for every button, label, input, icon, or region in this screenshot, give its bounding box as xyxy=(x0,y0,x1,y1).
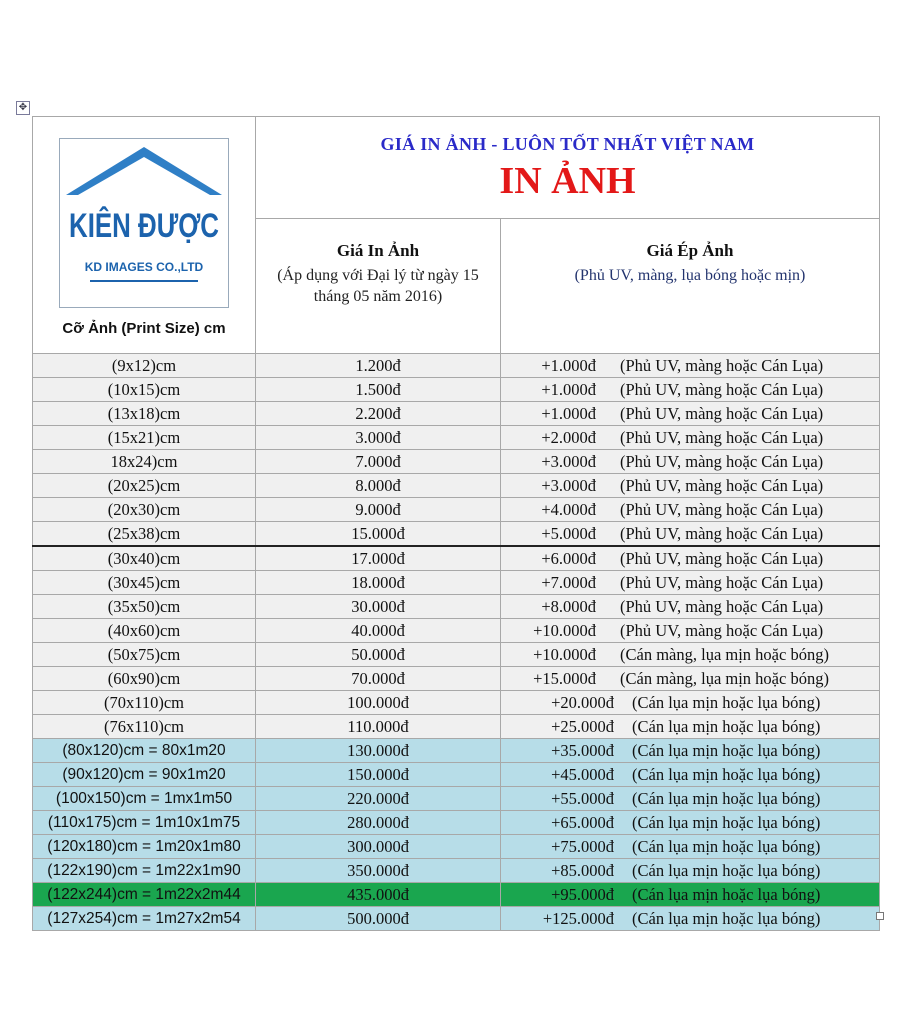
lamination-price: +3.000đ xyxy=(541,451,596,471)
lamination-cell xyxy=(501,426,880,450)
lamination-desc: (Cán lụa mịn hoặc lụa bóng) xyxy=(632,908,821,928)
table-row xyxy=(33,378,880,402)
print-price-cell: 150.000đ xyxy=(256,763,501,787)
size-cell: (9x12)cm xyxy=(33,354,256,378)
lamination-cell xyxy=(501,378,880,402)
lamination-header xyxy=(501,219,880,354)
lamination-cell xyxy=(501,859,880,883)
lamination-desc: (Cán lụa mịn hoặc lụa bóng) xyxy=(632,860,821,880)
lamination-cell xyxy=(501,450,880,474)
table-resize-handle[interactable] xyxy=(876,912,884,920)
size-cell: (90x120)cm = 90x1m20 xyxy=(33,763,256,787)
size-cell: (20x25)cm xyxy=(33,474,256,498)
table-row xyxy=(33,354,880,378)
lamination-cell xyxy=(501,619,880,643)
lamination-price: +55.000đ xyxy=(551,788,614,808)
size-cell: (25x38)cm xyxy=(33,522,256,547)
print-price-header xyxy=(256,219,501,354)
lamination-note: (Phủ UV, màng, lụa bóng hoặc mịn) xyxy=(574,267,806,284)
lamination-cell xyxy=(501,883,880,907)
lamination-desc: (Phủ UV, màng hoặc Cán Lụa) xyxy=(620,523,824,543)
lamination-price: +1.000đ xyxy=(541,355,596,375)
print-price-cell: 50.000đ xyxy=(256,643,501,667)
lamination-price: +65.000đ xyxy=(551,812,614,832)
print-price-cell: 300.000đ xyxy=(256,835,501,859)
table-row xyxy=(33,546,880,571)
lamination-desc: (Phủ UV, màng hoặc Cán Lụa) xyxy=(620,548,824,568)
lamination-price: +20.000đ xyxy=(551,692,614,712)
logo-size-cell xyxy=(33,117,256,354)
lamination-cell xyxy=(501,474,880,498)
size-cell: (30x40)cm xyxy=(33,546,256,571)
lamination-cell xyxy=(501,595,880,619)
table-row xyxy=(33,450,880,474)
table-row xyxy=(33,883,880,907)
table-row xyxy=(33,763,880,787)
lamination-cell xyxy=(501,643,880,667)
table-row xyxy=(33,474,880,498)
print-price-cell: 100.000đ xyxy=(256,691,501,715)
print-price-cell: 15.000đ xyxy=(256,522,501,547)
print-price-cell: 30.000đ xyxy=(256,595,501,619)
lamination-cell xyxy=(501,498,880,522)
table-move-handle-icon[interactable]: ✥ xyxy=(16,101,30,115)
lamination-desc: (Cán lụa mịn hoặc lụa bóng) xyxy=(632,884,821,904)
lamination-desc: (Phủ UV, màng hoặc Cán Lụa) xyxy=(620,403,824,423)
print-price-cell: 1.200đ xyxy=(256,354,501,378)
lamination-desc: (Phủ UV, màng hoặc Cán Lụa) xyxy=(620,499,824,519)
lamination-price: +5.000đ xyxy=(541,523,596,543)
lamination-desc: (Cán màng, lụa mịn hoặc bóng) xyxy=(620,644,829,664)
lamination-price: +10.000đ xyxy=(533,644,596,664)
table-row xyxy=(33,571,880,595)
lamination-price: +1.000đ xyxy=(541,379,596,399)
print-price-cell: 1.500đ xyxy=(256,378,501,402)
table-row xyxy=(33,787,880,811)
lamination-desc: (Cán lụa mịn hoặc lụa bóng) xyxy=(632,716,821,736)
print-price-cell: 435.000đ xyxy=(256,883,501,907)
table-row xyxy=(33,643,880,667)
size-cell: (13x18)cm xyxy=(33,402,256,426)
print-price-note: (Áp dụng với Đại lý từ ngày 15 tháng 05 năm 2016) xyxy=(277,267,479,305)
lamination-cell xyxy=(501,763,880,787)
lamination-cell xyxy=(501,691,880,715)
size-cell: (20x30)cm xyxy=(33,498,256,522)
size-cell: (70x110)cm xyxy=(33,691,256,715)
logo-company-text: KD IMAGES CO.,LTD xyxy=(84,260,204,274)
print-price-cell: 500.000đ xyxy=(256,907,501,931)
lamination-price: +75.000đ xyxy=(551,836,614,856)
table-row xyxy=(33,402,880,426)
lamination-cell xyxy=(501,739,880,763)
lamination-cell xyxy=(501,715,880,739)
table-row xyxy=(33,522,880,547)
print-price-title: Giá In Ảnh xyxy=(336,241,420,260)
lamination-price: +95.000đ xyxy=(551,884,614,904)
lamination-desc: (Phủ UV, màng hoặc Cán Lụa) xyxy=(620,355,824,375)
lamination-price: +45.000đ xyxy=(551,764,614,784)
lamination-cell xyxy=(501,835,880,859)
size-cell: (100x150)cm = 1mx1m50 xyxy=(33,787,256,811)
lamination-cell xyxy=(501,907,880,931)
lamination-price: +10.000đ xyxy=(533,620,596,640)
table-row xyxy=(33,859,880,883)
tagline: GIÁ IN ẢNH - LUÔN TỐT NHẤT VIỆT NAM xyxy=(380,134,755,154)
lamination-desc: (Cán màng, lụa mịn hoặc bóng) xyxy=(620,668,829,688)
size-cell: (110x175)cm = 1m10x1m75 xyxy=(33,811,256,835)
size-cell: (40x60)cm xyxy=(33,619,256,643)
print-price-cell: 220.000đ xyxy=(256,787,501,811)
title-cell xyxy=(256,117,880,219)
logo-brand-text: KIÊN ĐƯỢC xyxy=(69,207,219,245)
lamination-desc: (Cán lụa mịn hoặc lụa bóng) xyxy=(632,692,821,712)
size-cell: (35x50)cm xyxy=(33,595,256,619)
print-price-cell: 70.000đ xyxy=(256,667,501,691)
lamination-desc: (Phủ UV, màng hoặc Cán Lụa) xyxy=(620,475,824,495)
table-row xyxy=(33,426,880,450)
size-cell: (60x90)cm xyxy=(33,667,256,691)
lamination-desc: (Phủ UV, màng hoặc Cán Lụa) xyxy=(620,620,824,640)
lamination-desc: (Phủ UV, màng hoặc Cán Lụa) xyxy=(620,379,824,399)
table-row xyxy=(33,907,880,931)
lamination-price: +1.000đ xyxy=(541,403,596,423)
print-price-cell: 17.000đ xyxy=(256,546,501,571)
print-price-cell: 7.000đ xyxy=(256,450,501,474)
size-cell: (80x120)cm = 80x1m20 xyxy=(33,739,256,763)
print-price-cell: 3.000đ xyxy=(256,426,501,450)
lamination-cell xyxy=(501,667,880,691)
size-cell: (50x75)cm xyxy=(33,643,256,667)
lamination-price: +15.000đ xyxy=(533,668,596,688)
table-row xyxy=(33,739,880,763)
lamination-cell xyxy=(501,354,880,378)
page-title: IN ẢNH xyxy=(499,160,636,202)
table-row xyxy=(33,498,880,522)
print-price-cell: 130.000đ xyxy=(256,739,501,763)
lamination-cell xyxy=(501,811,880,835)
table-row xyxy=(33,691,880,715)
table-row xyxy=(33,619,880,643)
print-price-cell: 18.000đ xyxy=(256,571,501,595)
lamination-price: +35.000đ xyxy=(551,740,614,760)
print-price-cell: 280.000đ xyxy=(256,811,501,835)
lamination-desc: (Cán lụa mịn hoặc lụa bóng) xyxy=(632,836,821,856)
print-price-cell: 2.200đ xyxy=(256,402,501,426)
print-price-cell: 9.000đ xyxy=(256,498,501,522)
size-cell: (120x180)cm = 1m20x1m80 xyxy=(33,835,256,859)
house-roof-icon xyxy=(60,139,228,307)
lamination-desc: (Phủ UV, màng hoặc Cán Lụa) xyxy=(620,596,824,616)
lamination-price: +4.000đ xyxy=(541,499,596,519)
lamination-price: +2.000đ xyxy=(541,427,596,447)
size-cell: (127x254)cm = 1m27x2m54 xyxy=(33,907,256,931)
table-row xyxy=(33,811,880,835)
size-cell: (30x45)cm xyxy=(33,571,256,595)
size-cell: (122x244)cm = 1m22x2m44 xyxy=(33,883,256,907)
table-row xyxy=(33,595,880,619)
print-price-cell: 40.000đ xyxy=(256,619,501,643)
size-cell: (10x15)cm xyxy=(33,378,256,402)
table-row xyxy=(33,667,880,691)
size-column-header: Cỡ Ảnh (Print Size) cm xyxy=(62,320,226,337)
lamination-price: +3.000đ xyxy=(541,475,596,495)
print-price-cell: 8.000đ xyxy=(256,474,501,498)
lamination-price: +8.000đ xyxy=(541,596,596,616)
size-cell: (76x110)cm xyxy=(33,715,256,739)
price-table xyxy=(32,116,880,931)
company-logo xyxy=(59,138,229,308)
size-cell: (15x21)cm xyxy=(33,426,256,450)
print-price-cell: 350.000đ xyxy=(256,859,501,883)
lamination-desc: (Cán lụa mịn hoặc lụa bóng) xyxy=(632,812,821,832)
lamination-price: +6.000đ xyxy=(541,548,596,568)
table-row xyxy=(33,715,880,739)
lamination-desc: (Phủ UV, màng hoặc Cán Lụa) xyxy=(620,572,824,592)
lamination-cell xyxy=(501,546,880,571)
size-cell: (122x190)cm = 1m22x1m90 xyxy=(33,859,256,883)
lamination-cell xyxy=(501,522,880,547)
lamination-desc: (Cán lụa mịn hoặc lụa bóng) xyxy=(632,788,821,808)
size-cell: 18x24)cm xyxy=(33,450,256,474)
lamination-price: +7.000đ xyxy=(541,572,596,592)
lamination-title: Giá Ép Ảnh xyxy=(646,241,734,260)
lamination-cell xyxy=(501,787,880,811)
lamination-desc: (Cán lụa mịn hoặc lụa bóng) xyxy=(632,764,821,784)
lamination-desc: (Phủ UV, màng hoặc Cán Lụa) xyxy=(620,451,824,471)
lamination-desc: (Phủ UV, màng hoặc Cán Lụa) xyxy=(620,427,824,447)
table-row xyxy=(33,835,880,859)
lamination-price: +25.000đ xyxy=(551,716,614,736)
lamination-price: +125.000đ xyxy=(542,908,614,928)
lamination-cell xyxy=(501,571,880,595)
print-price-cell: 110.000đ xyxy=(256,715,501,739)
lamination-price: +85.000đ xyxy=(551,860,614,880)
lamination-desc: (Cán lụa mịn hoặc lụa bóng) xyxy=(632,740,821,760)
lamination-cell xyxy=(501,402,880,426)
